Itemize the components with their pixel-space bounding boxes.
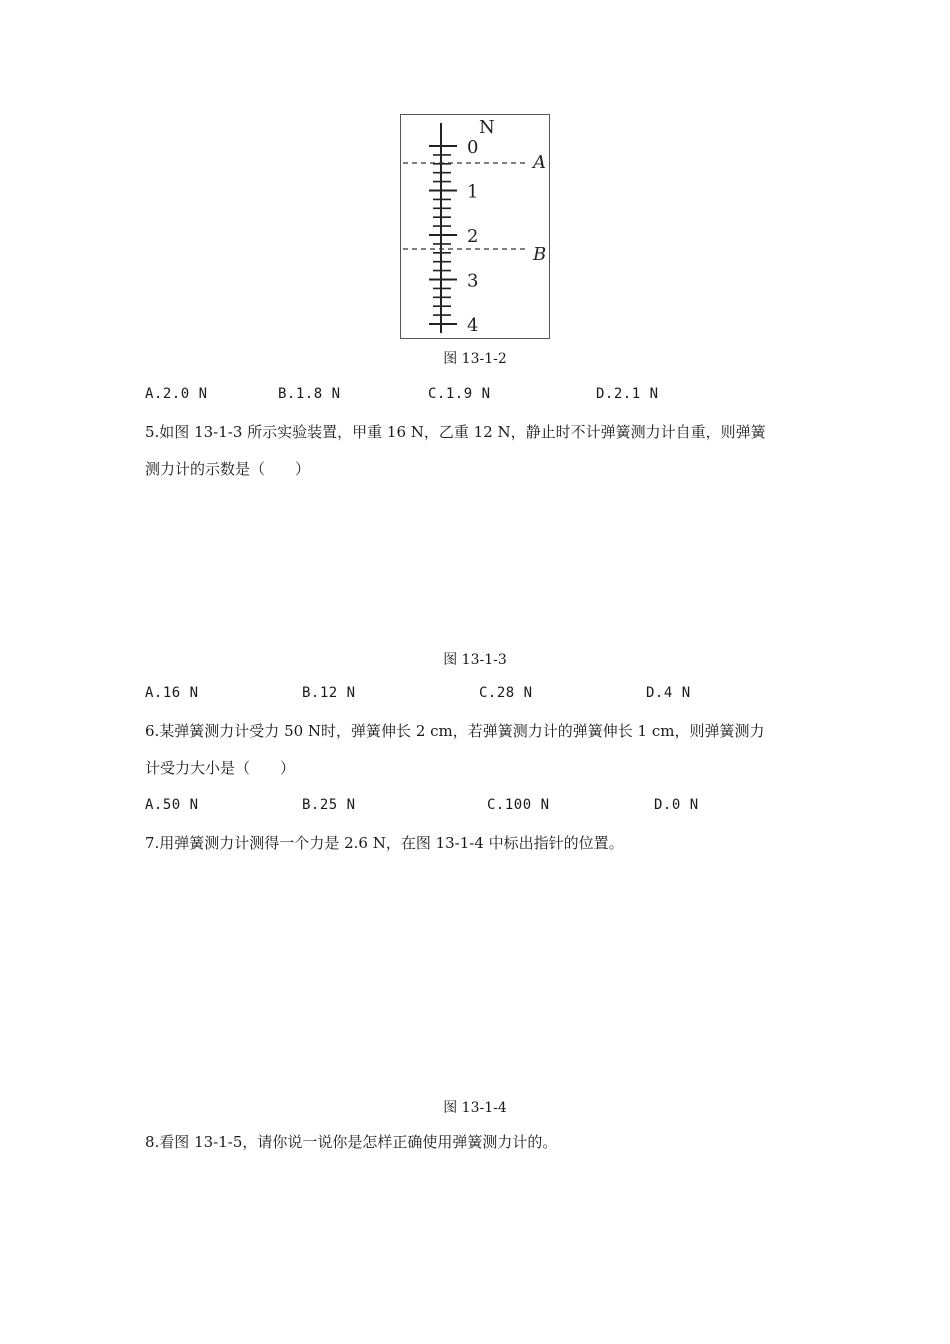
figure-caption-13-1-3: 图 13-1-3: [443, 652, 507, 668]
scale-label-4: 4: [467, 315, 479, 336]
q6-text-line2: 计受力大小是（ ）: [145, 759, 296, 777]
unit-label: N: [479, 117, 495, 138]
q6-text-line1: 6.某弹簧测力计受力 50 N时，弹簧伸长 2 cm，若弹簧测力计的弹簧伸长 1 cm，则弹簧测力: [145, 722, 765, 740]
scale-label-1: 1: [467, 181, 479, 203]
figure-caption-13-1-4: 图 13-1-4: [443, 1100, 507, 1116]
q5-option-d: D.4 N: [646, 685, 691, 701]
q5-option-b: B.12 N: [302, 685, 356, 701]
marker-a-label: A: [533, 152, 546, 173]
scale-number-labels: [467, 137, 478, 336]
q5-text-line1: 5.如图 13-1-3 所示实验装置，甲重 16 N，乙重 12 N，静止时不计弹簧测力计自重，则弹簧: [145, 423, 766, 441]
spring-scale-diagram: [401, 115, 549, 338]
q6-option-b: B.25 N: [302, 797, 356, 813]
q6-option-c: C.100 N: [487, 797, 550, 813]
q6-option-d: D.0 N: [654, 797, 699, 813]
q4-option-b: B.1.8 N: [278, 386, 341, 402]
q7-text-line1: 7.用弹簧测力计测得一个力是 2.6 N，在图 13-1-4 中标出指针的位置。: [145, 834, 624, 852]
q4-option-d: D.2.1 N: [596, 386, 659, 402]
q4-option-a: A.2.0 N: [145, 386, 208, 402]
spring-scale-figure: [400, 114, 550, 339]
scale-label-2: 2: [467, 226, 479, 247]
q4-option-c: C.1.9 N: [428, 386, 491, 402]
q6-option-a: A.50 N: [145, 797, 199, 813]
marker-b-label: B: [533, 244, 547, 265]
q5-option-c: C.28 N: [479, 685, 533, 701]
scale-label-3: 3: [467, 270, 479, 292]
scale-ticks: [429, 146, 457, 324]
figure-caption-13-1-2: 图 13-1-2: [443, 351, 507, 367]
scale-label-0: 0: [467, 137, 479, 158]
q8-text-line1: 8.看图 13-1-5，请你说一说你是怎样正确使用弹簧测力计的。: [145, 1133, 558, 1151]
q5-text-line2: 测力计的示数是（ ）: [145, 460, 311, 478]
q5-option-a: A.16 N: [145, 685, 199, 701]
